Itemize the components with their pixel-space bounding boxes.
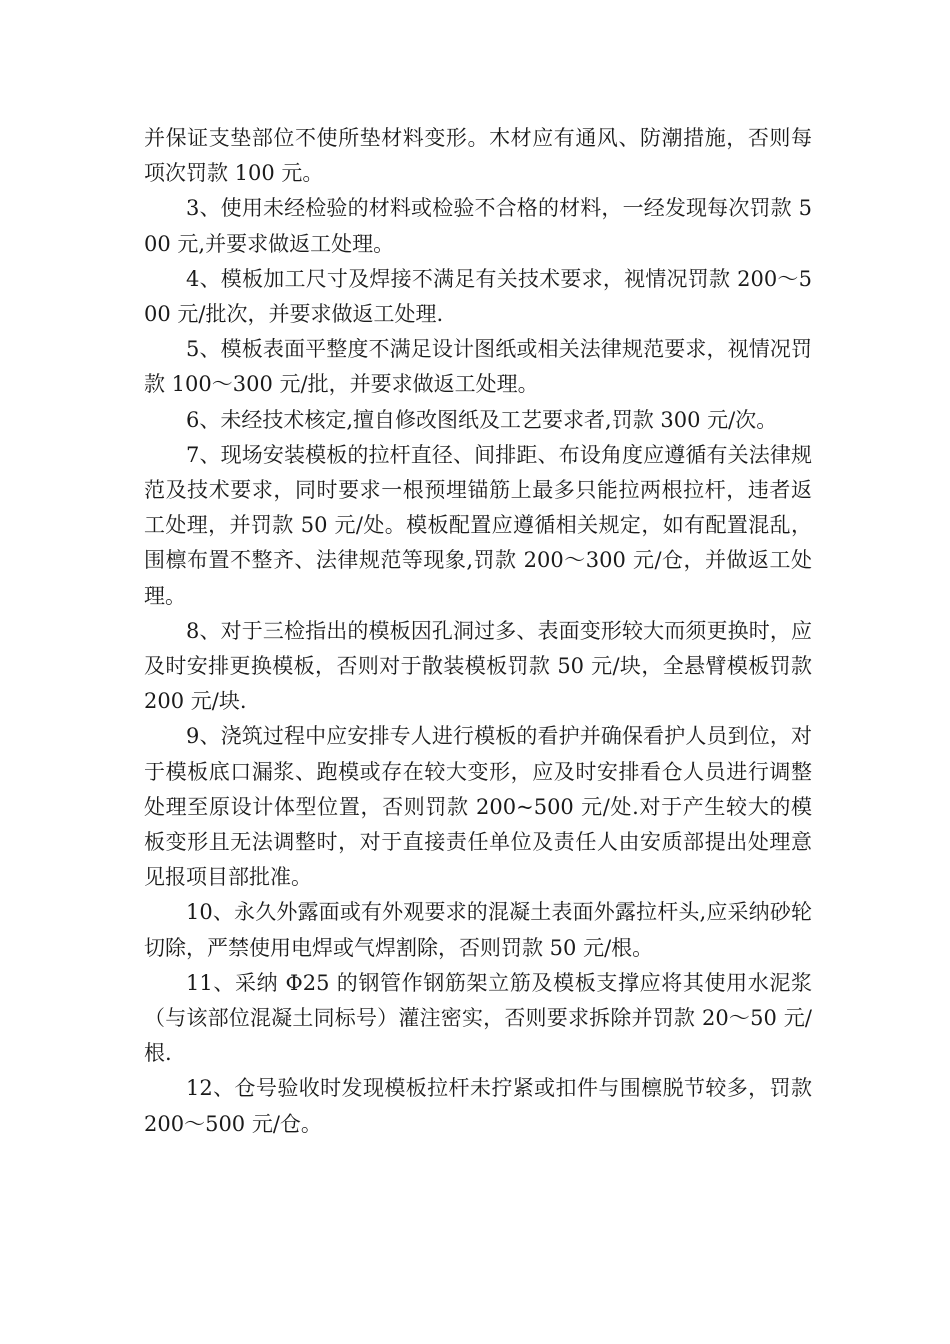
paragraph-item-11: 11、采纳 Φ25 的钢管作钢筋架立筋及模板支撑应将其使用水泥浆（与该部位混凝土同标号）灌注密实，否则要求拆除并罚款 20～50 元/根. [144, 970, 812, 1066]
paragraph-item-3: 3、使用未经检验的材料或检验不合格的材料，一经发现每次罚款 500 元,并要求做返工处理。 [144, 196, 812, 256]
paragraph-item-8: 8、对于三检指出的模板因孔洞过多、表面变形较大而须更换时，应及时安排更换模板，否则对于散装模板罚款 50 元/块，全悬臂模板罚款 200 元/块. [144, 618, 812, 714]
paragraph-item-10: 10、永久外露面或有外观要求的混凝土表面外露拉杆头,应采纳砂轮切除，严禁使用电焊或气焊割除，否则罚款 50 元/根。 [144, 900, 812, 960]
paragraph-item-6: 6、未经技术核定,擅自修改图纸及工艺要求者,罚款 300 元/次。 [186, 407, 778, 432]
paragraph-item-4: 4、模板加工尺寸及焊接不满足有关技术要求，视情况罚款 200～500 元/批次，并要求做返工处理. [144, 266, 812, 327]
paragraph-item-9: 9、浇筑过程中应安排专人进行模板的看护并确保看护人员到位，对于模板底口漏浆、跑模或存在较大变形，应及时安排看仓人员进行调整处理至原设计体型位置，否则罚款 200~500 元/处.对于产生较大的模板变形且无法调整时，对于直接责任单位及责任人由安质部提出处理意见报项目部批准。 [144, 724, 812, 890]
document-body [144, 121, 812, 1142]
paragraph-item-5: 5、模板表面平整度不满足设计图纸或相关法律规范要求，视情况罚款 100～300 元/批，并要求做返工处理。 [144, 337, 812, 397]
paragraph-continuation: 并保证支垫部位不使所垫材料变形。木材应有通风、防潮措施，否则每项次罚款 100 元。 [144, 126, 812, 186]
paragraph-item-12: 12、仓号验收时发现模板拉杆未拧紧或扣件与围檩脱节较多，罚款 200～500 元/仓。 [144, 1076, 812, 1136]
paragraph-item-7: 7、现场安装模板的拉杆直径、间排距、布设角度应遵循有关法律规范及技术要求，同时要求一根预埋锚筋上最多只能拉两根拉杆，违者返工处理，并罚款 50 元/处。模板配置应遵循相关规定，如有配置混乱，围檩布置不整齐、法律规范等现象,罚款 200～300 元/仓，并做返工处理。 [144, 442, 812, 608]
